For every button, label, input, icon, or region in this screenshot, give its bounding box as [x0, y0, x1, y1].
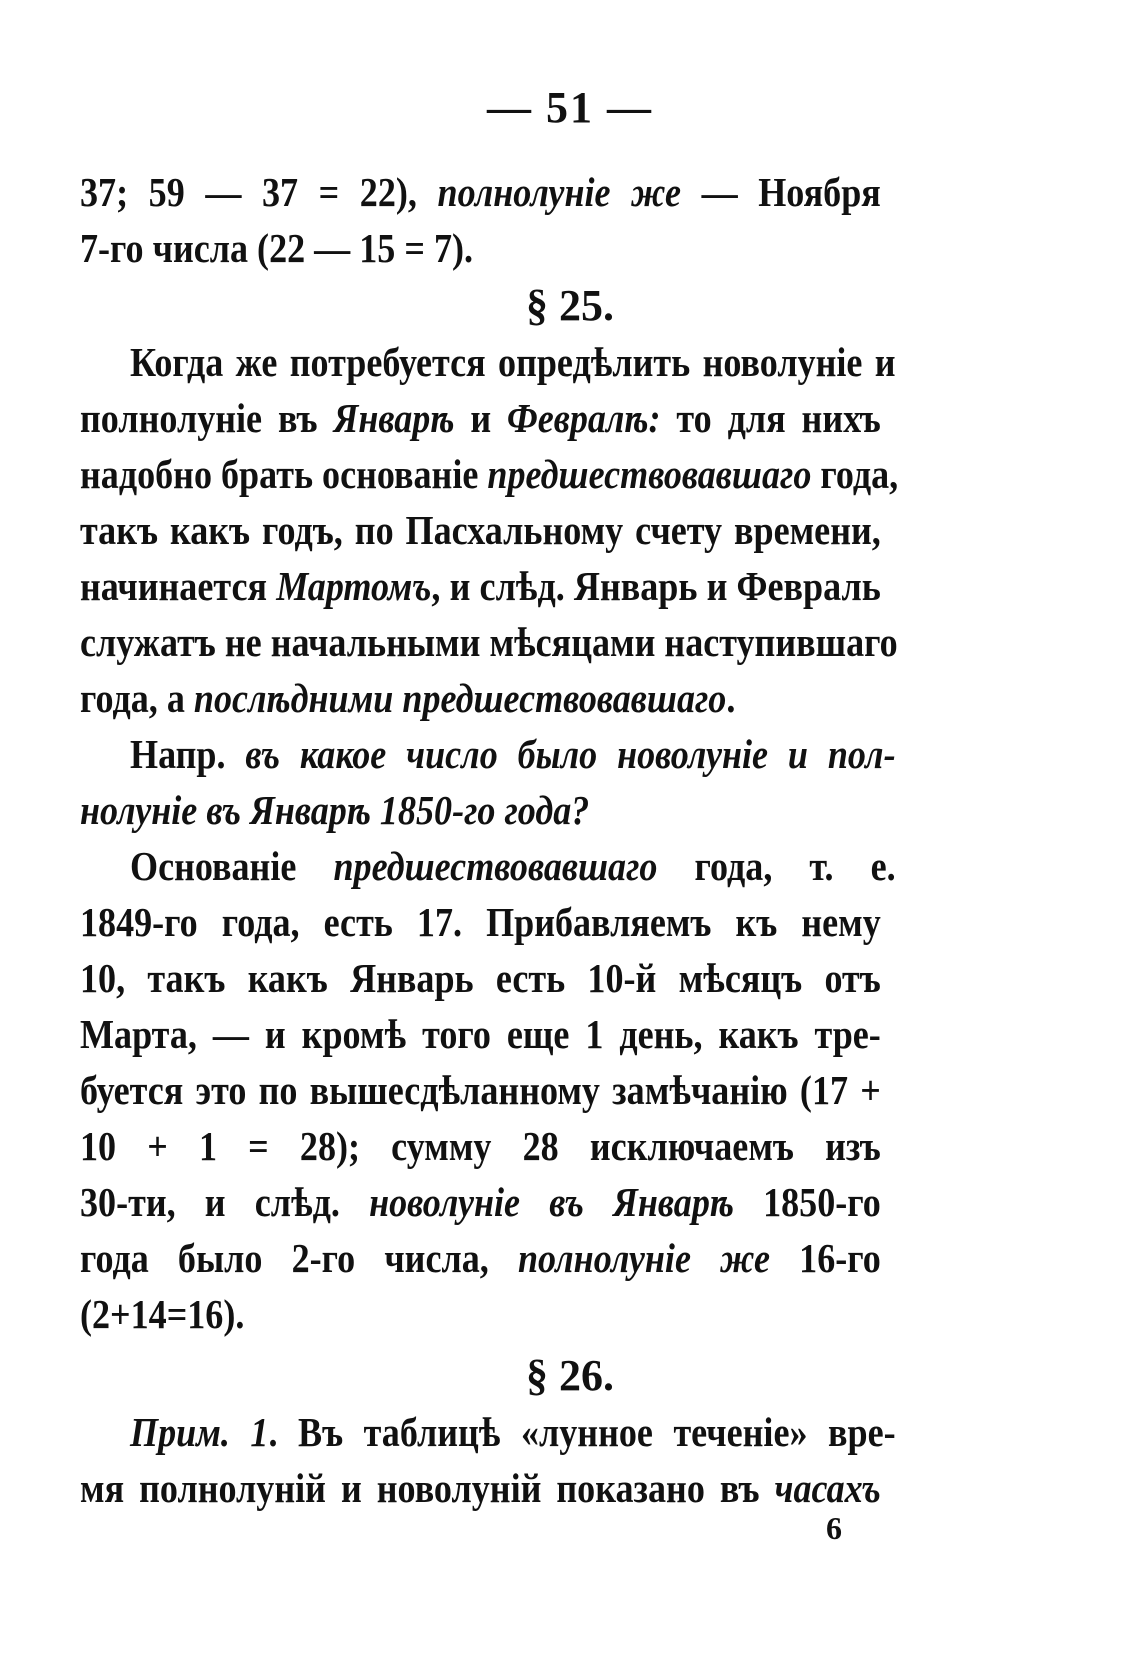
paragraph-line: буется это по вышесдѣланному замѣчанію (17 +	[80, 1067, 881, 1113]
paragraph-line: 10, такъ какъ Январь есть 10-й мѣсяцъ отъ	[80, 955, 881, 1001]
paragraph-line: года, а послѣдними предшествовавшаго.	[80, 675, 736, 721]
section-heading-26: § 26.	[526, 1351, 614, 1400]
page-number-header: — 51 —	[487, 83, 653, 132]
paragraph-line: 30-ти, и слѣд. новолуніе въ Январѣ 1850-го	[80, 1179, 881, 1225]
paragraph-line: такъ какъ годъ, по Пасхальному счету времени,	[80, 507, 881, 553]
paragraph-line: (2+14=16).	[80, 1291, 245, 1337]
paragraph-line: 10 + 1 = 28); сумму 28 исключаемъ изъ	[80, 1123, 881, 1169]
paragraph-line: Марта, — и кромѣ того еще 1 день, какъ тре-	[80, 1011, 881, 1057]
note-line: Прим. 1. Въ таблицѣ «лунное теченіе» вре-	[130, 1409, 896, 1455]
text-line: 37; 59 — 37 = 22), полнолуніе же — Ноября	[80, 169, 881, 215]
paragraph-line: года было 2-го числа, полнолуніе же 16-го	[80, 1235, 881, 1281]
paragraph-line: Когда же потребуется опредѣлить новолуніе и	[130, 339, 896, 385]
text-line: 7-го числа (22 — 15 = 7).	[80, 225, 474, 271]
paragraph-line: надобно брать основаніе предшествовавшаго года,	[80, 451, 899, 497]
example-question-line: нолуніе въ Январѣ 1850-го года?	[80, 787, 590, 833]
section-heading-25: § 25.	[526, 281, 614, 330]
paragraph-line: начинается Мартомъ, и слѣд. Январь и Февраль	[80, 563, 881, 609]
note-line: мя полнолуній и новолуній показано въ часахъ	[80, 1465, 881, 1511]
example-question-line: Напр. въ какое число было новолуніе и пол-	[130, 731, 896, 777]
paragraph-line: служатъ не начальными мѣсяцами наступившаго	[80, 619, 898, 665]
paragraph-line: Основаніе предшествовавшаго года, т. е.	[130, 843, 896, 889]
printer-signature-mark: 6	[826, 1510, 842, 1546]
paragraph-line: 1849-го года, есть 17. Прибавляемъ къ нему	[80, 899, 881, 945]
paragraph-line: полнолуніе въ Январѣ и Февралѣ: то для нихъ	[80, 395, 881, 441]
